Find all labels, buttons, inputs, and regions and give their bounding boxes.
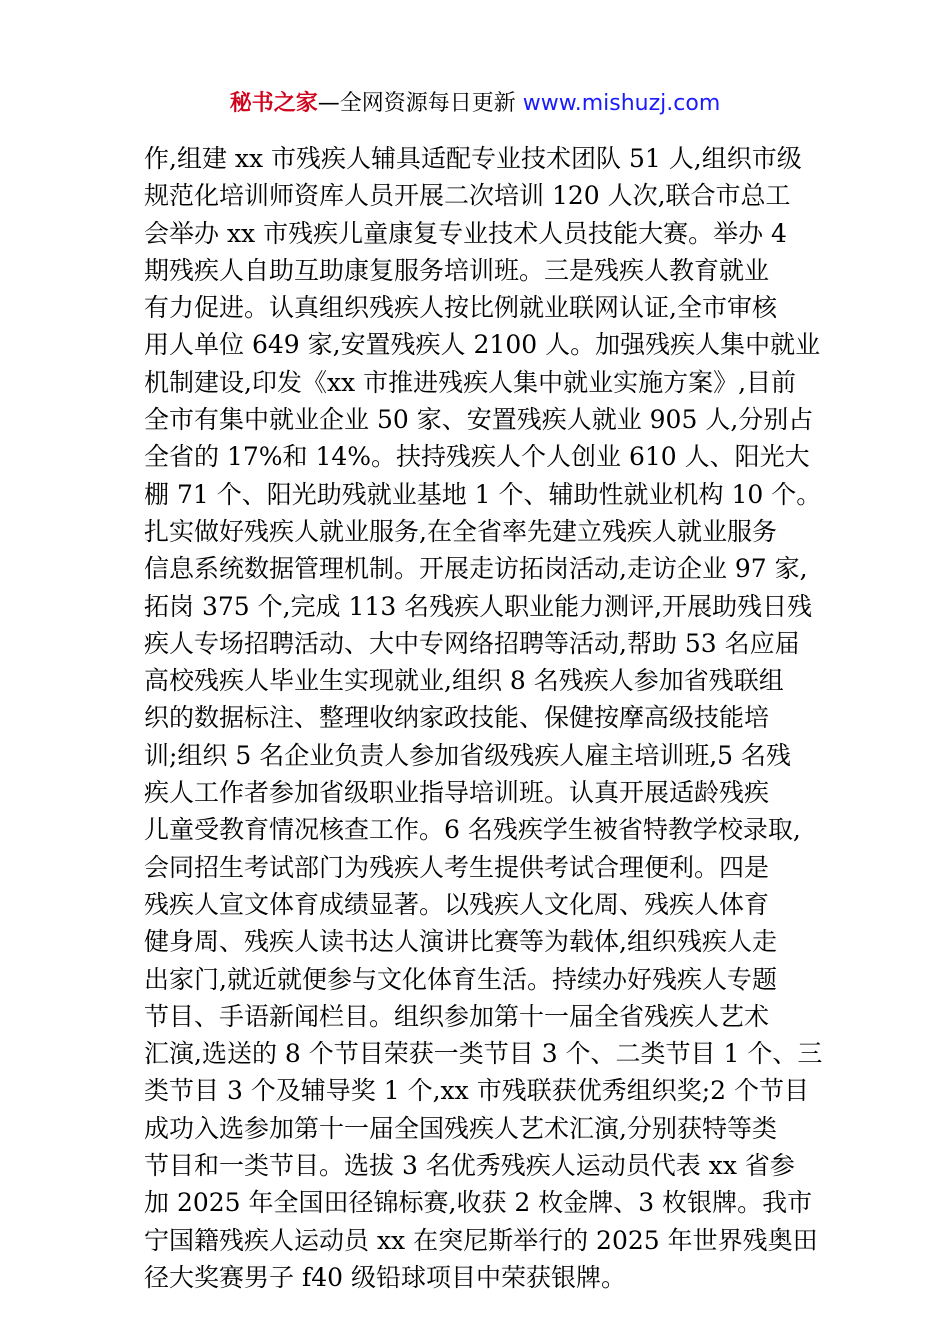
body-line: 节目和一类节目。选拔 3 名优秀残疾人运动员代表 xx 省参 <box>144 1151 795 1181</box>
body-line: 会同招生考试部门为残疾人考生提供考试合理便利。四是 <box>144 852 770 882</box>
body-line: 扎实做好残疾人就业服务,在全省率先建立残疾人就业服务 <box>144 516 777 546</box>
body-line: 作,组建 xx 市残疾人辅具适配专业技术团队 51 人,组织市级 <box>144 144 802 173</box>
body-line: 机制建设,印发《xx 市推进残疾人集中就业实施方案》,目前 <box>144 367 797 397</box>
body-line: 儿童受教育情况核查工作。6 名残疾学生被省特教学校录取, <box>144 815 801 845</box>
body-line: 会举办 xx 市残疾儿童康复专业技术人员技能大赛。举办 4 <box>144 218 787 248</box>
body-line: 棚 71 个、阳光助残就业基地 1 个、辅助性就业机构 10 个。 <box>144 479 822 509</box>
brand-name: 秘书之家 <box>229 91 318 116</box>
body-line: 全市有集中就业企业 50 家、安置残疾人就业 905 人,分别占 <box>144 405 814 435</box>
body-line: 高校残疾人毕业生实现就业,组织 8 名残疾人参加省残联组 <box>144 666 784 696</box>
body-line: 拓岗 375 个,完成 113 名残疾人职业能力测评,开展助残日残 <box>144 591 813 621</box>
body-line: 汇演,选送的 8 个节目荣获一类节目 3 个、二类节目 1 个、三 <box>144 1039 823 1069</box>
page-header <box>0 88 950 120</box>
body-line: 出家门,就近就便参与文化体育生活。持续办好残疾人专题 <box>144 964 777 994</box>
body-line: 信息系统数据管理机制。开展走访拓岗活动,走访企业 97 家, <box>144 554 808 584</box>
body-line: 全省的 17%和 14%。扶持残疾人个人创业 610 人、阳光大 <box>144 442 810 472</box>
body-line: 节目、手语新闻栏目。组织参加第十一届全省残疾人艺术 <box>144 1001 770 1031</box>
body-line: 有力促进。认真组织残疾人按比例就业联网认证,全市审核 <box>144 293 777 323</box>
body-line: 加 2025 年全国田径锦标赛,收获 2 枚金牌、3 枚银牌。我市 <box>144 1188 813 1218</box>
header-url-link[interactable]: www.mishuzj.com <box>522 91 721 116</box>
body-line: 宁国籍残疾人运动员 xx 在突尼斯举行的 2025 年世界残奥田 <box>144 1225 818 1255</box>
body-line: 疾人专场招聘活动、大中专网络招聘等活动,帮助 53 名应届 <box>144 628 800 658</box>
body-line: 成功入选参加第十一届全国残疾人艺术汇演,分别获特等类 <box>144 1113 777 1143</box>
body-line: 用人单位 649 家,安置残疾人 2100 人。加强残疾人集中就业 <box>144 330 821 360</box>
body-line: 疾人工作者参加省级职业指导培训班。认真开展适龄残疾 <box>144 778 770 808</box>
body-line: 残疾人宣文体育成绩显著。以残疾人文化周、残疾人体育 <box>144 889 770 919</box>
header-tagline: —全网资源每日更新 <box>317 91 523 116</box>
body-line: 健身周、残疾人读书达人演讲比赛等为载体,组织残疾人走 <box>144 927 777 957</box>
body-line: 训;组织 5 名企业负责人参加省级残疾人雇主培训班,5 名残 <box>144 740 792 770</box>
body-line: 径大奖赛男子 f40 级铅球项目中荣获银牌。 <box>144 1262 626 1292</box>
document-body <box>144 140 823 1296</box>
body-line: 类节目 3 个及辅导奖 1 个,xx 市残联获优秀组织奖;2 个节目 <box>144 1076 809 1106</box>
body-line: 期残疾人自助互助康复服务培训班。三是残疾人教育就业 <box>144 255 770 285</box>
body-line: 规范化培训师资库人员开展二次培训 120 人次,联合市总工 <box>144 181 791 211</box>
body-line: 织的数据标注、整理收纳家政技能、保健按摩高级技能培 <box>144 703 770 733</box>
